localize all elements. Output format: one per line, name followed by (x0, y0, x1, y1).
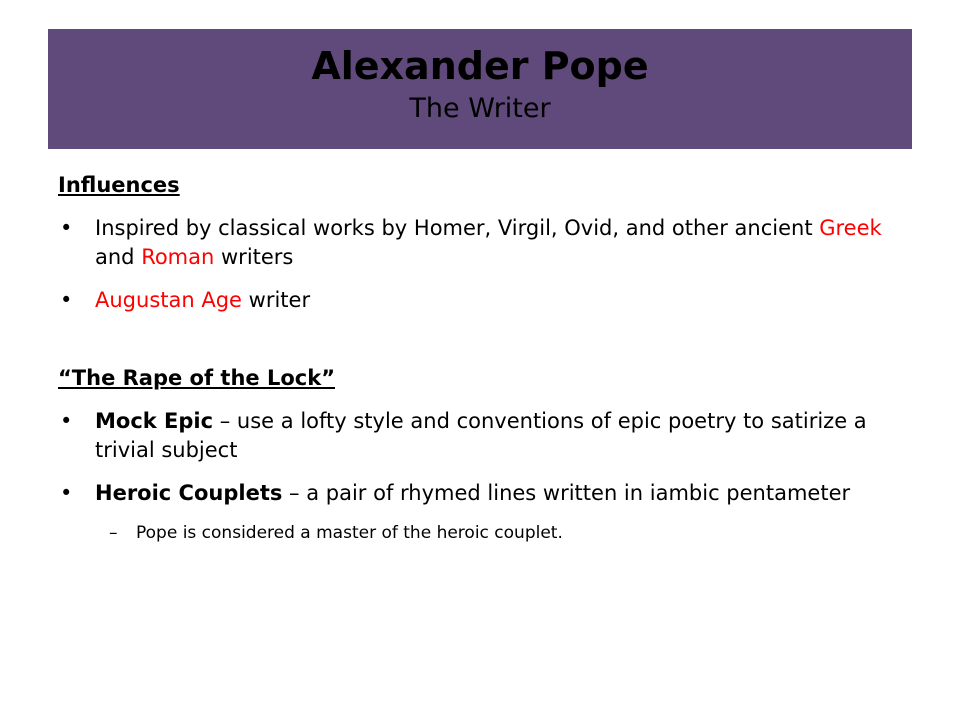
slide-content (58, 170, 908, 546)
influences-list (58, 214, 908, 315)
spacer (58, 315, 908, 363)
bullet-text: and (95, 245, 142, 269)
highlight-roman: Roman (141, 245, 215, 269)
list-item (58, 407, 908, 465)
slide-subtitle: The Writer (409, 93, 551, 124)
heading-rape-of-the-lock: “The Rape of the Lock” (58, 366, 335, 390)
bullet-text: writers (214, 245, 294, 269)
highlight-greek: Greek (819, 216, 882, 240)
poem-list (58, 407, 908, 546)
slide-title: Alexander Pope (311, 44, 649, 88)
list-item (58, 479, 908, 508)
bullet-icon: • (60, 216, 73, 240)
dash-icon: – (109, 523, 118, 543)
sub-list-item (58, 520, 908, 546)
list-item (58, 286, 908, 315)
heading-influences: Influences (58, 173, 180, 197)
highlight-augustan-age: Augustan Age (95, 288, 242, 312)
bullet-icon: • (60, 481, 73, 505)
title-bar (48, 29, 912, 149)
sub-bullet-text: Pope is considered a master of the heroic couplet. (136, 523, 563, 543)
list-item (58, 214, 908, 272)
definition-text: – a pair of rhymed lines written in iambic pentameter (282, 481, 851, 505)
bullet-text: writer (241, 288, 311, 312)
definition-text: – use a lofty style and conventions of epic poetry to satirize a trivial subject (95, 409, 867, 462)
bullet-icon: • (60, 409, 73, 433)
term-mock-epic: Mock Epic (95, 409, 214, 433)
bullet-icon: • (60, 288, 73, 312)
term-heroic-couplets: Heroic Couplets (95, 481, 283, 505)
bullet-text: Inspired by classical works by Homer, Virgil, Ovid, and other ancient (95, 216, 820, 240)
